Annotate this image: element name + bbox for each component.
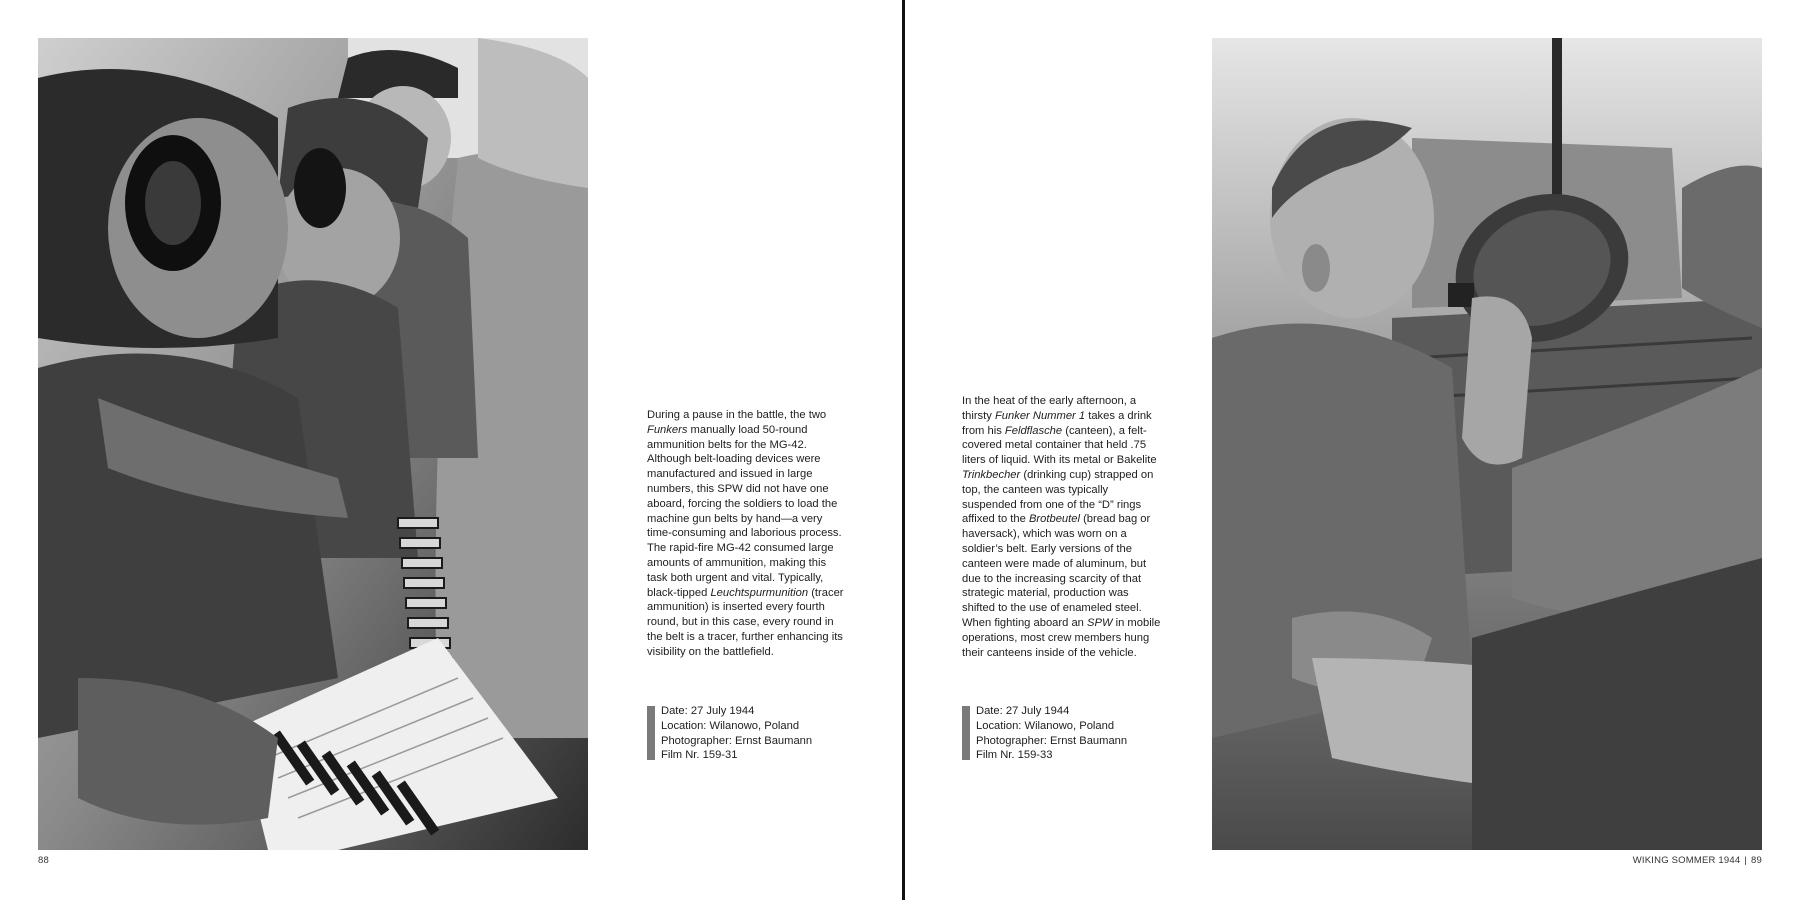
right-photo-illustration [1212,38,1762,850]
left-meta-film: Film Nr. 159-31 [661,749,738,762]
left-photo [38,38,588,850]
left-page-number: 88 [38,855,49,866]
right-caption-text: In the heat of the early afternoon, a thirsty Funker Nummer 1 takes a drink from his Feldflasche (canteen), a felt-covered metal container that held .75 liters of liquid. With its metal or Bakelite Trinkbecher (drinking cup) strapped on top, the canteen was typically suspended from one of the “D” rings affixed to the Brotbeutel (bread bag or haversack), which was worn on a soldier’s belt. Early versions of the canteen were made of aluminum, but due to the increasing scarcity of that strategic material, production was shifted to the use of enameled steel. When fighting aboard an SPW in mobile operations, most crew members hung their canteens inside of the vehicle. [962,395,1161,659]
right-caption [962,394,1162,660]
page-gutter-divider [902,0,905,900]
right-meta-film: Film Nr. 159-33 [976,749,1053,762]
left-caption-text: During a pause in the battle, the two Funkers manually load 50-round ammunition belts for the MG-42. Although belt-loading devices were manufactured and issued in large numbers, this SPW did not have one aboard, forcing the soldiers to load the machine gun belts by hand—a very time-consuming and laborious process. The rapid-fire MG-42 consumed large amounts of ammunition, making this task both urgent and vital. Typically, black-tipped Leuchtspurmunition (tracer ammunition) is inserted every fourth round, but in this case, every round in the belt is a tracer, further enhancing its visibility on the battlefield. [647,409,844,658]
left-photo-illustration [38,38,588,850]
running-title: WIKING SOMMER 1944 [1632,855,1741,866]
left-photo-metadata [647,704,812,763]
right-photo-metadata [962,704,1127,763]
right-meta-date: Date: 27 July 1944 [976,705,1070,717]
left-meta-date: Date: 27 July 1944 [661,705,755,717]
left-meta-photographer: Photographer: Ernst Baumann [661,734,813,747]
right-page-number: 89 [1751,855,1762,866]
right-photo [1212,38,1762,850]
left-meta-location: Location: Wilanowo, Poland [661,719,800,732]
right-meta-photographer: Photographer: Ernst Baumann [976,734,1128,747]
left-caption [647,408,847,660]
right-page-folio [1633,855,1762,866]
folio-separator: | [1744,855,1748,866]
right-meta-location: Location: Wilanowo, Poland [976,719,1115,732]
